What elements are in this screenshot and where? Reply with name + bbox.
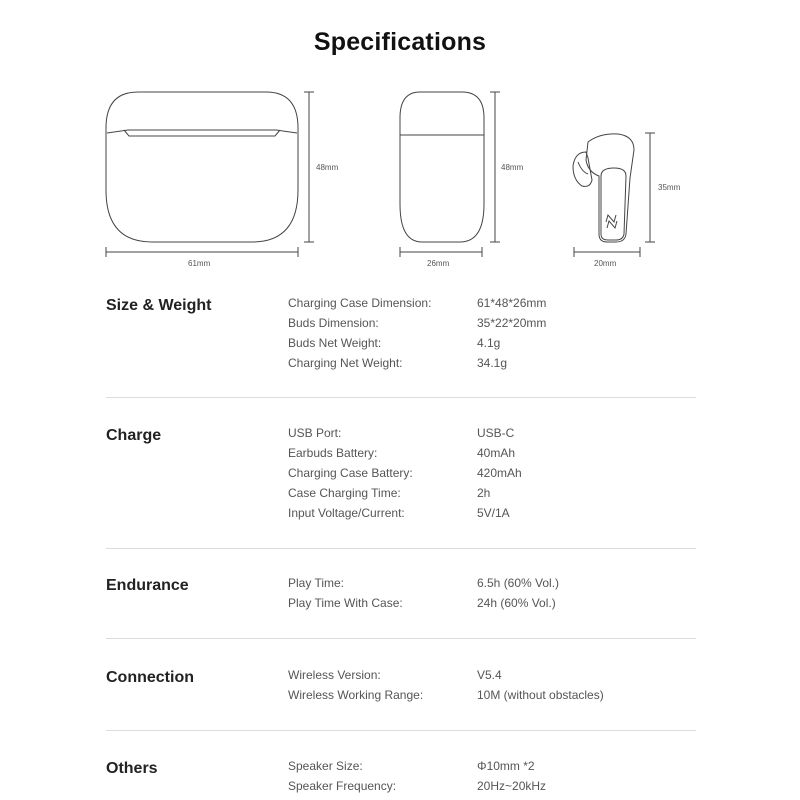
- earbud-drawing: [573, 134, 634, 242]
- spec-label: Earbuds Battery:: [288, 446, 378, 460]
- spec-value: USB-C: [477, 426, 515, 440]
- spec-value: 10M (without obstacles): [477, 688, 604, 702]
- spec-label: USB Port:: [288, 426, 342, 440]
- section-title-connection: Connection: [106, 669, 194, 686]
- spec-value: 6.5h (60% Vol.): [477, 576, 560, 590]
- case-side-drawing: [400, 92, 484, 242]
- spec-value: 40mAh: [477, 446, 516, 460]
- case-side-height-dimension-line: [490, 92, 500, 242]
- spec-value: 4.1g: [477, 336, 501, 350]
- section-title-endurance: Endurance: [106, 577, 189, 594]
- spec-label: Play Time With Case:: [288, 596, 403, 610]
- spec-value: 24h (60% Vol.): [477, 596, 556, 610]
- case-width-dimension-line: [106, 247, 298, 257]
- case-height-label: 48mm: [316, 163, 339, 172]
- spec-value: 35*22*20mm: [477, 316, 547, 330]
- spec-label: Wireless Version:: [288, 668, 381, 682]
- spec-label: Charging Case Battery:: [288, 466, 413, 480]
- spec-label: Charging Net Weight:: [288, 356, 403, 370]
- spec-label: Play Time:: [288, 576, 345, 590]
- spec-label: Speaker Frequency:: [288, 779, 397, 793]
- page-title: Specifications: [313, 28, 487, 56]
- bud-width-dimension-line: [574, 247, 640, 257]
- section-title-size-weight: Size & Weight: [106, 297, 212, 314]
- spec-label: Case Charging Time:: [288, 486, 401, 500]
- section-title-others: Others: [106, 760, 158, 777]
- bud-height-dimension-line: [645, 133, 655, 242]
- spec-value: 2h: [477, 486, 491, 500]
- spec-label: Wireless Working Range:: [288, 688, 424, 702]
- section-divider: [106, 730, 696, 731]
- spec-value: Φ10mm *2: [477, 759, 535, 773]
- bud-width-label: 20mm: [594, 259, 617, 268]
- section-divider: [106, 397, 696, 398]
- spec-label: Charging Case Dimension:: [288, 296, 432, 310]
- spec-value: 34.1g: [477, 356, 508, 370]
- case-width-label: 61mm: [188, 259, 211, 268]
- bud-height-label: 35mm: [658, 183, 681, 192]
- spec-label: Speaker Size:: [288, 759, 363, 773]
- case-depth-dimension-line: [400, 247, 482, 257]
- case-side-height-label: 48mm: [501, 163, 524, 172]
- case-height-dimension-line: [304, 92, 314, 242]
- case-front-drawing: [106, 92, 298, 242]
- section-title-charge: Charge: [106, 427, 162, 444]
- spec-value: 20Hz~20kHz: [477, 779, 547, 793]
- product-dimension-diagram: [0, 0, 800, 280]
- spec-label: Buds Net Weight:: [288, 336, 382, 350]
- spec-label: Buds Dimension:: [288, 316, 379, 330]
- section-divider: [106, 638, 696, 639]
- spec-value: 420mAh: [477, 466, 522, 480]
- section-divider: [106, 548, 696, 549]
- spec-label: Input Voltage/Current:: [288, 506, 405, 520]
- spec-value: 61*48*26mm: [477, 296, 547, 310]
- case-depth-label: 26mm: [427, 259, 450, 268]
- spec-value: 5V/1A: [477, 506, 510, 520]
- spec-value: V5.4: [477, 668, 502, 682]
